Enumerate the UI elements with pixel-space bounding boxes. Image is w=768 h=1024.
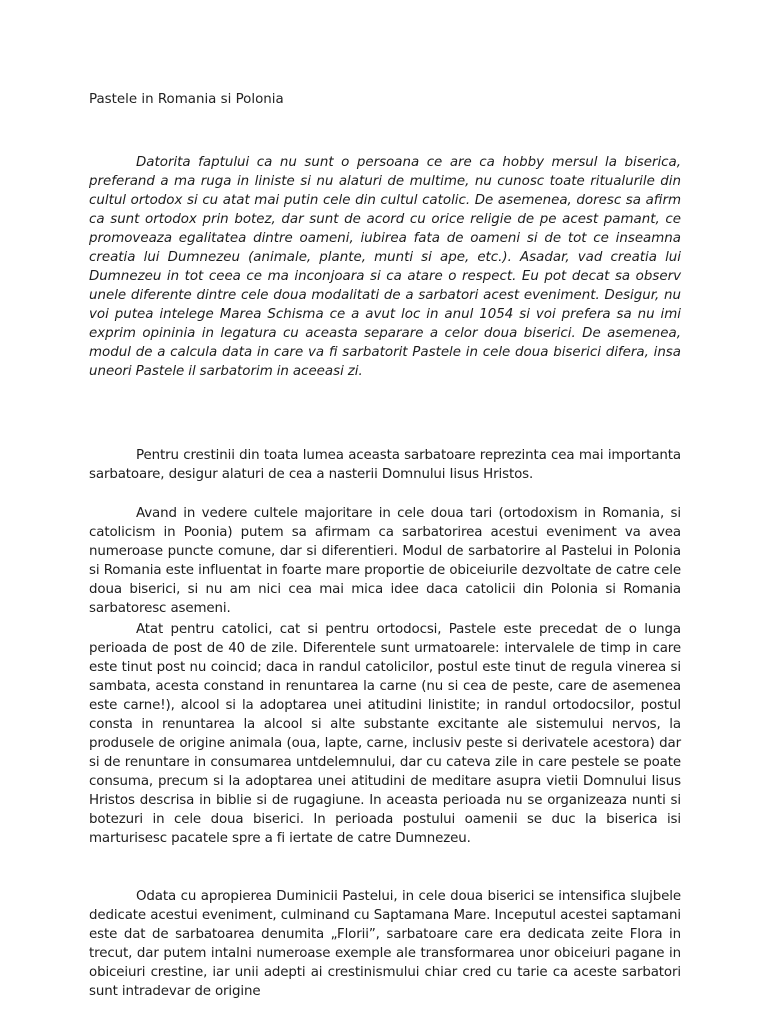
body-section-2 bbox=[89, 504, 681, 618]
body-paragraph: Odata cu apropierea Duminicii Pastelui, in cele doua biserici se intensifica slujbele dedicate acestui eveniment, culminand cu Saptamana Mare. Inceputul acestei saptamani este dat de sarbatoarea denumita „Florii”, sarbatoare care era dedicata zeite Flora in trecut, dar putem intalni numeroase exemple ale transformarea unor obiceiuri pagane in obiceiuri crestine, iar unii adepti ai crestinismului chiar cred cu tarie ca aceste sarbatori sunt intradevar de origine bbox=[89, 889, 681, 999]
body-paragraph: Atat pentru catolici, cat si pentru ortodocsi, Pastele este precedat de o lunga perioada de post de 40 de zile. Diferentele sunt urmatoarele: intervalele de timp in care este tinut post nu coincid; daca in randul catolicilor, postul este tinut de regula vinerea si sambata, acesta constand in renuntarea la carne (nu si cea de peste, care de asemenea este carne!), alcool si la adoptarea unei atitudini linistite; in randul ortodocsilor, postul consta in renuntarea la alcool si alte substante excitante ale sistemului nervos, la produsele de origine animala (oua, lapte, carne, inclusiv peste si derivatele acestora) dar si de renuntare in consumarea untdelemnului, dar cu cateva zile in care pestele se poate consuma, precum si la adoptarea unei atitudini de meditare asupra vietii Domnului Iisus Hristos descrisa in biblie si de rugagiune. In aceasta perioada nu se organizeaza nunti si botezuri in cele doua biserici. In perioada postului oamenii se duc la biserica isi marturisesc pacatele spre a fi iertate de catre Dumnezeu. bbox=[89, 622, 681, 846]
intro-paragraph: Datorita faptului ca nu sunt o persoana ce are ca hobby mersul la biserica, preferand a ma ruga in liniste si nu alaturi de multime, nu cunosc toate ritualurile din cultul ortodox si cu atat mai putin cele din cultul catolic. De asemenea, doresc sa afirm ca sunt ortodox prin botez, dar sunt de acord cu orice religie de pe acest pamant, ce promoveaza egalitatea dintre oameni, iubirea fata de oameni si de tot ce inseamna creatia lui Dumnezeu (animale, plante, munti si ape, etc.). Asadar, vad creatia lui Dumnezeu in tot ceea ce ma inconjoara si ca atare o respect. Eu pot decat sa observ unele diferente dintre cele doua modalitati de a sarbatori acest eveniment. Desigur, nu voi putea intelege Marea Schisma ce a avut loc in anul 1054 si voi prefera sa nu imi exprim opininia in legatura cu aceasta separare a celor doua biserici. De asemenea, modul de a calcula data in care va fi sarbatorit Pastele in cele doua biserici difera, insa uneori Pastele il sarbatorim in aceeasi zi. bbox=[89, 155, 681, 379]
body-section-1 bbox=[89, 446, 681, 484]
body-section-3 bbox=[89, 620, 681, 848]
document-title: Pastele in Romania si Polonia bbox=[89, 92, 284, 107]
intro-section bbox=[89, 153, 681, 381]
body-paragraph: Avand in vedere cultele majoritare in cele doua tari (ortodoxism in Romania, si catolicism in Poonia) putem sa afirmam ca sarbatorirea acestui eveniment va avea numeroase puncte comune, dar si diferentieri. Modul de sarbatorire al Pastelui in Polonia si Romania este influentat in foarte mare proportie de obiceiurile dezvoltate de catre cele doua biserici, si nu am nici cea mai mica idee daca catolicii din Polonia si Romania sarbatoresc asemeni. bbox=[89, 506, 681, 616]
body-section-4 bbox=[89, 887, 681, 1001]
body-paragraph: Pentru crestinii din toata lumea aceasta sarbatoare reprezinta cea mai importanta sarbatoare, desigur alaturi de cea a nasterii Domnului Iisus Hristos. bbox=[89, 448, 681, 482]
